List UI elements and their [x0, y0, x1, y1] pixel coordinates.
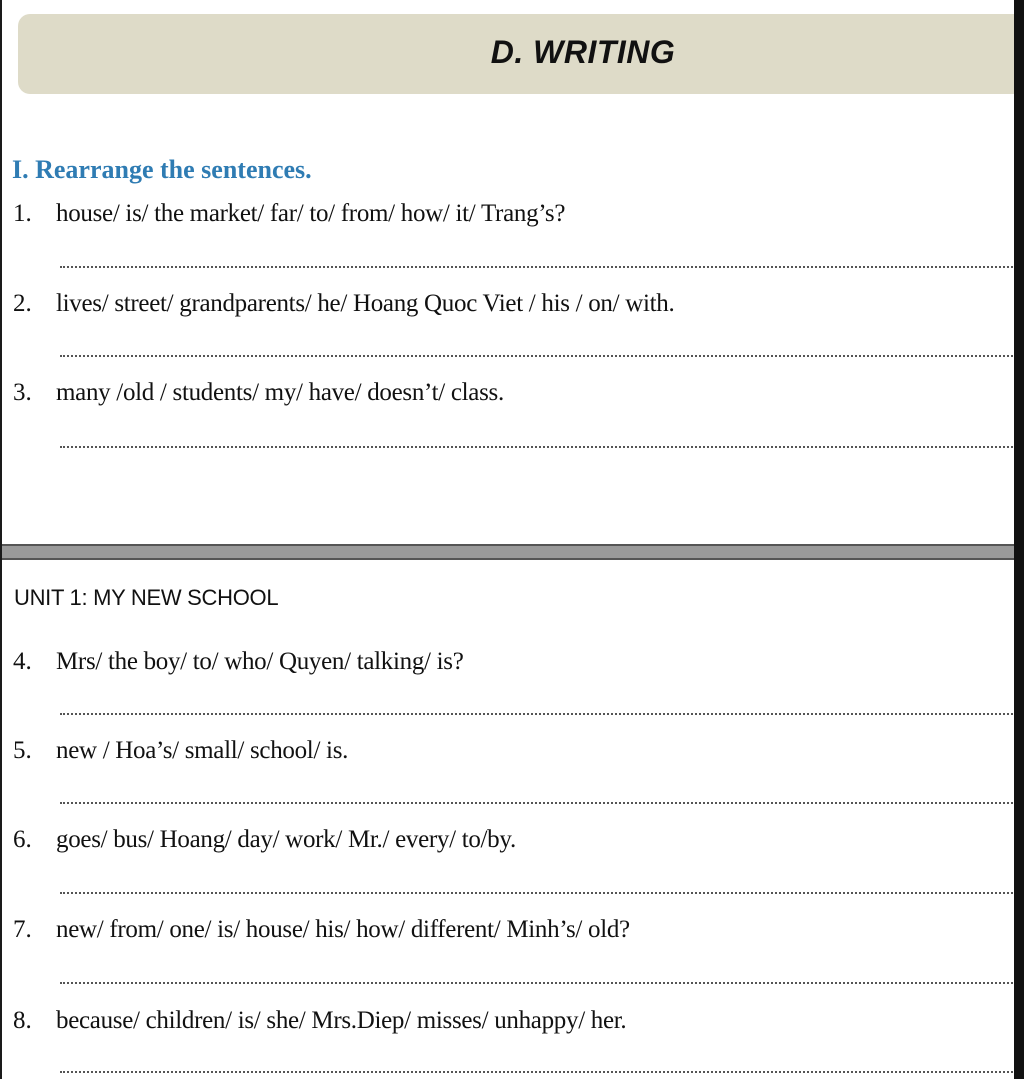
item-number: 4. [13, 648, 32, 675]
item-text: because/ children/ is/ she/ Mrs.Diep/ misses/ unhappy/ her. [56, 1007, 627, 1034]
item-number: 1. [13, 200, 32, 227]
item-text: goes/ bus/ Hoang/ day/ work/ Mr./ every/ to/by. [56, 826, 516, 853]
unit-label: UNIT 1: MY NEW SCHOOL [14, 585, 279, 610]
item-text: Mrs/ the boy/ to/ who/ Quyen/ talking/ is? [56, 648, 464, 675]
item-number: 3. [13, 379, 32, 406]
item-text: many /old / students/ my/ have/ doesn’t/ class. [56, 379, 504, 406]
page-separator [2, 544, 1014, 560]
item-text: new/ from/ one/ is/ house/ his/ how/ different/ Minh’s/ old? [56, 916, 630, 943]
item-text: new / Hoa’s/ small/ school/ is. [56, 737, 349, 764]
answer-line[interactable] [60, 266, 1014, 268]
banner-title: D. WRITING [490, 34, 676, 70]
section-heading: I. Rearrange the sentences. [12, 155, 312, 184]
answer-line[interactable] [60, 892, 1014, 894]
item-number: 7. [13, 916, 32, 943]
item-text: lives/ street/ grandparents/ he/ Hoang Quoc Viet / his / on/ with. [56, 290, 675, 317]
worksheet-page [2, 0, 1014, 1079]
screen-edge [1014, 0, 1024, 1079]
item-number: 6. [13, 826, 32, 853]
item-number: 5. [13, 737, 32, 764]
answer-line[interactable] [60, 713, 1014, 715]
answer-line[interactable] [60, 355, 1014, 357]
answer-line[interactable] [60, 982, 1014, 984]
answer-line[interactable] [60, 802, 1014, 804]
item-number: 2. [13, 290, 32, 317]
answer-line[interactable] [60, 1071, 1014, 1073]
item-text: house/ is/ the market/ far/ to/ from/ how/ it/ Trang’s? [56, 200, 566, 227]
answer-line[interactable] [60, 446, 1014, 448]
section-banner [18, 14, 1014, 94]
item-number: 8. [13, 1007, 32, 1034]
